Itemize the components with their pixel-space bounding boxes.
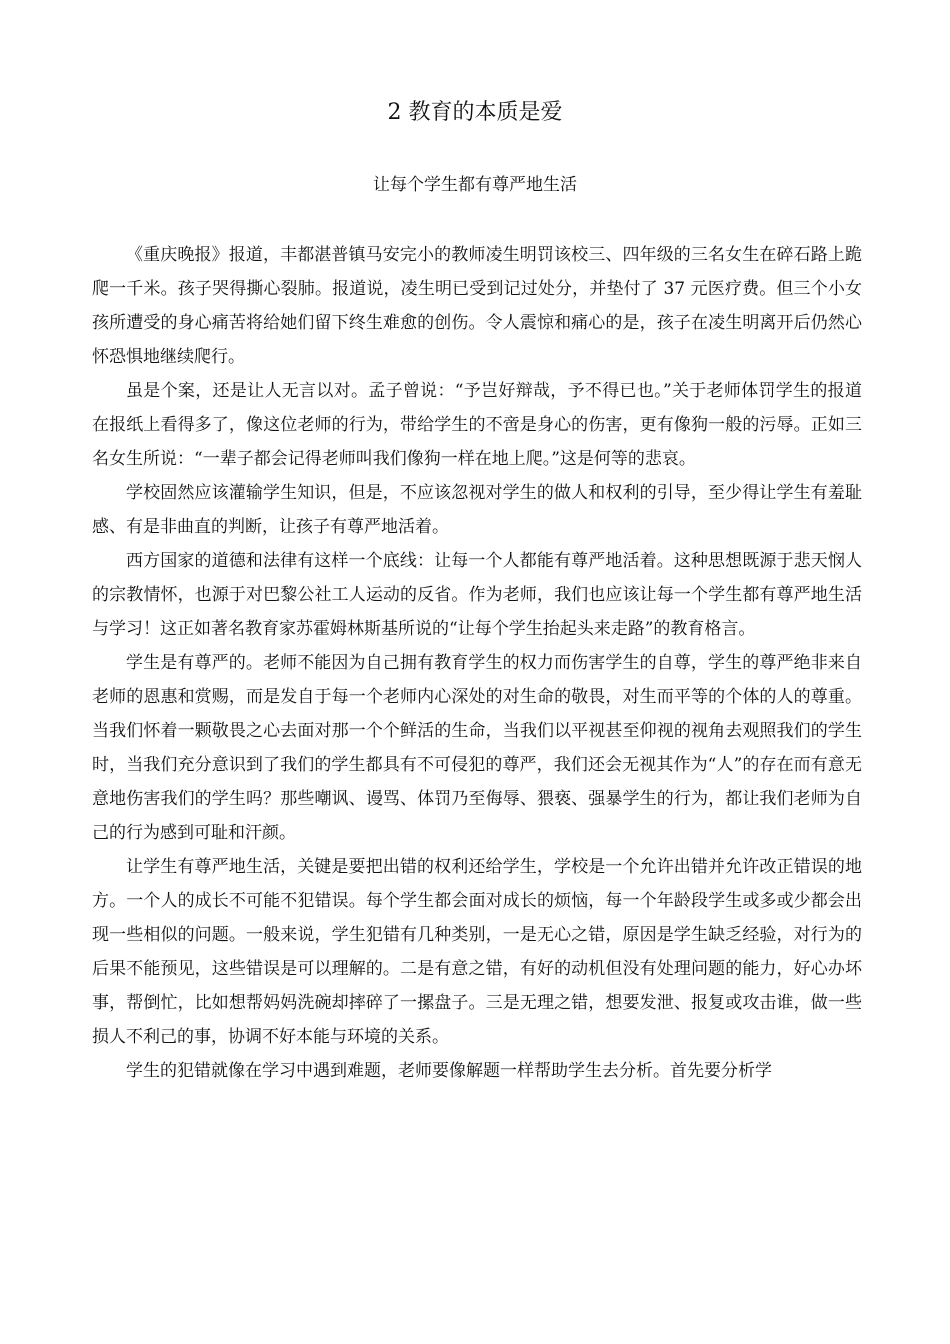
paragraph-3: 学校固然应该灌输学生知识，但是，不应该忽视对学生的做人和权利的引导，至少得让学生有羞耻感、有是非曲直的判断，让孩子有尊严地活着。 [92, 483, 862, 537]
document-body [92, 238, 862, 1088]
paragraph-1: 《重庆晚报》报道，丰都湛普镇马安完小的教师凌生明罚该校三、四年级的三名女生在碎石路上跪爬一千米。孩子哭得撕心裂肺。报道说，凌生明已受到记过处分，并垫付了 37 元医疗费。但三个小女孩所遭受的身心痛苦将给她们留下终生难愈的创伤。令人震惊和痛心的是，孩子在凌生明离开后仍然心怀恐惧地继续爬行。 [92, 245, 862, 367]
paragraph-2: 虽是个案，还是让人无言以对。孟子曾说：“予岂好辩哉，予不得已也。”关于老师体罚学生的报道在报纸上看得多了，像这位老师的行为，带给学生的不啻是身心的伤害，更有像狗一般的污辱。正如三名女生所说：“一辈子都会记得老师叫我们像狗一样在地上爬。”这是何等的悲哀。 [92, 381, 862, 469]
document-title: 2 教育的本质是爱 [387, 100, 563, 125]
paragraph-6: 让学生有尊严地生活，关键是要把出错的权利还给学生，学校是一个允许出错并允许改正错误的地方。一个人的成长不可能不犯错误。每个学生都会面对成长的烦恼，每一个年龄段学生或多或少都会出现一些相似的问题。一般来说，学生犯错有几种类别，一是无心之错，原因是学生缺乏经验，对行为的后果不能预见，这些错误是可以理解的。二是有意之错，有好的动机但没有处理问题的能力，好心办坏事，帮倒忙，比如想帮妈妈洗碗却摔碎了一摞盘子。三是无理之错，想要发泄、报复或攻击谁，做一些损人不利己的事，协调不好本能与环境的关系。 [92, 857, 862, 1047]
paragraph-7: 学生的犯错就像在学习中遇到难题，老师要像解题一样帮助学生去分析。首先要分析学 [126, 1061, 772, 1081]
document-subtitle: 让每个学生都有尊严地生活 [373, 175, 577, 195]
paragraph-4: 西方国家的道德和法律有这样一个底线：让每一个人都能有尊严地活着。这种思想既源于悲天悯人的宗教情怀，也源于对巴黎公社工人运动的反省。作为老师，我们也应该让每一个学生都有尊严地生活与学习！这正如著名教育家苏霍姆林斯基所说的“让每个学生抬起头来走路”的教育格言。 [92, 551, 862, 639]
paragraph-5: 学生是有尊严的。老师不能因为自己拥有教育学生的权力而伤害学生的自尊，学生的尊严绝非来自老师的恩惠和赏赐，而是发自于每一个老师内心深处的对生命的敬畏，对生而平等的个体的人的尊重。当我们怀着一颗敬畏之心去面对那一个个鲜活的生命，当我们以平视甚至仰视的视角去观照我们的学生时，当我们充分意识到了我们的学生都具有不可侵犯的尊严，我们还会无视其作为“人”的存在而有意无意地伤害我们的学生吗？那些嘲讽、谩骂、体罚乃至侮辱、猥亵、强暴学生的行为，都让我们老师为自己的行为感到可耻和汗颜。 [92, 653, 862, 843]
